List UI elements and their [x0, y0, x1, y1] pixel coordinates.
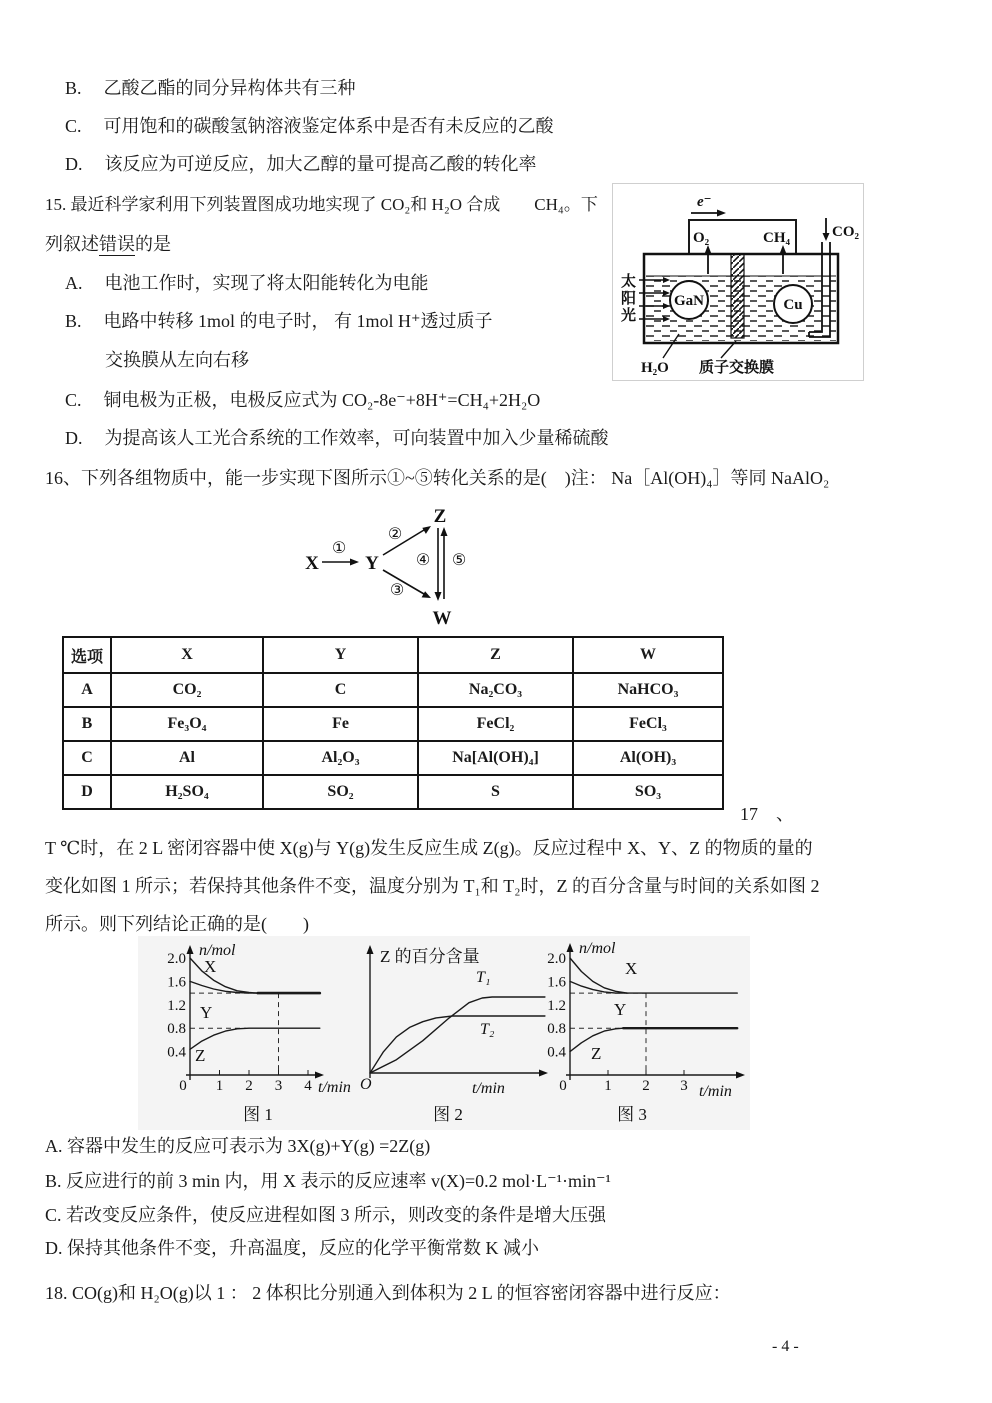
sunlight-char-1: 太 [621, 274, 637, 290]
table-cell: FeCl₃ [573, 707, 723, 741]
table-cell: Fe [263, 707, 418, 741]
q15-option-c [65, 390, 540, 412]
q17-stem-line1: T ℃时，在 2 L 密闭容器中使 X(g)与 Y(g)发生反应生成 Z(g)。反应过程中 X、Y、Z 的物质的量的 [45, 838, 813, 858]
table-cell: NaHCO₃ [573, 673, 723, 707]
option-label: D. [65, 428, 83, 448]
o2-arrowhead [705, 245, 712, 254]
q14-option-d [65, 154, 537, 176]
option-label: A. [65, 273, 83, 293]
step-5: ⑤ [451, 550, 467, 569]
table-header-row [63, 637, 723, 673]
x-tick: 3 [680, 1078, 688, 1094]
stem-text: 的是 [135, 234, 171, 254]
table-cell: Na[Al(OH)₄] [418, 741, 573, 775]
table-cell: CO₂ [111, 673, 263, 707]
y-axis-arrowhead [187, 945, 194, 954]
x-tick: 3 [274, 1078, 283, 1094]
q15-option-d [65, 428, 609, 450]
figure2-plot-area [370, 997, 545, 1073]
option-label: B. [65, 311, 82, 331]
underlined-word: 错误 [99, 234, 135, 254]
y-tick: 1.6 [167, 974, 186, 991]
figure2-chart [360, 940, 560, 1130]
figure1-chart [140, 940, 375, 1130]
table-cell: SO₂ [263, 775, 418, 809]
page-number: - 4 - [772, 1338, 799, 1355]
header-cell: W [573, 637, 723, 673]
table-row [63, 741, 723, 775]
step-2: ② [387, 524, 403, 543]
y-axis-label: n/mol [199, 942, 236, 959]
table-row [63, 707, 723, 741]
photo-electrochemical-cell-diagram [613, 184, 863, 380]
header-cell: 选项 [63, 637, 111, 673]
q18-stem: 18. CO(g)和 H₂O(g)以 1 ： 2 体积比分别通入到体积为 2 L 的恒容密闭容器中进行反应： [45, 1283, 731, 1303]
option-text: 可用饱和的碳酸氢钠溶液鉴定体系中是否有未反应的乙酸 [103, 116, 554, 136]
y-tick: 1.6 [547, 974, 566, 991]
node-w: W [432, 608, 452, 629]
q17-number: 17 、 [740, 804, 794, 824]
table-cell: Na₂CO₃ [418, 673, 573, 707]
x-ticks [608, 1070, 684, 1075]
x-axis-arrowhead [736, 1072, 745, 1079]
q15-option-a [65, 273, 429, 295]
arrowhead [435, 592, 442, 601]
node-z: Z [433, 506, 447, 527]
step-3: ③ [389, 580, 405, 599]
option-label: C. [65, 390, 82, 410]
q15-option-b-line2: 交换膜从左向右移 [105, 350, 249, 370]
header-cell: Y [263, 637, 418, 673]
y-axis-arrowhead [567, 943, 574, 952]
y-tick: 0.4 [167, 1044, 186, 1061]
table-cell: Al₂O₃ [263, 741, 418, 775]
series-label-t2: T₂ [480, 1021, 495, 1038]
table-cell: Fe₃O₄ [111, 707, 263, 741]
y-tick: 0.4 [547, 1044, 566, 1061]
co2-arrowhead [823, 233, 830, 241]
x-axis-arrowhead [315, 1072, 324, 1079]
series-label-y: Y [200, 1003, 213, 1022]
q17-option-d: D. 保持其他条件不变，升高温度，反应的化学平衡常数 K 减小 [45, 1238, 539, 1258]
table-cell: Al(OH)₃ [573, 741, 723, 775]
series-label-x: X [625, 959, 638, 978]
option-text: 电池工作时，实现了将太阳能转化为电能 [104, 273, 429, 293]
option-text: 铜电极为正极，电极反应式为 CO₂-8e⁻+8H⁺=CH₄+2H₂O [103, 390, 541, 410]
q15-stem-line1: 15. 最近科学家利用下列装置图成功地实现了 CO₂和 H₂O 合成 CH₄。下 [45, 195, 598, 214]
y-axis-label: n/mol [579, 940, 616, 957]
option-label: D. [65, 154, 83, 174]
x-axis-label: t/min [318, 1079, 351, 1096]
x-tick: 1 [215, 1078, 224, 1094]
table-cell: A [63, 673, 111, 707]
x-tick: 2 [642, 1078, 650, 1094]
arrowhead [441, 527, 448, 536]
option-text: 为提高该人工光合系统的工作效率，可向装置中加入少量稀硫酸 [104, 428, 609, 448]
arrowhead [350, 559, 359, 566]
ch4-label: CH₄ [763, 230, 790, 246]
q17-stem-line3: 所示。则下列结论正确的是( ) [45, 914, 309, 934]
figure3-chart [535, 940, 750, 1130]
table-cell: D [63, 775, 111, 809]
sunlight-char-3: 光 [621, 308, 637, 324]
step-1: ① [331, 538, 347, 557]
x-ticks [220, 1070, 309, 1075]
sunlight-char-2: 阳 [621, 291, 637, 307]
cu-electrode-label: Cu [783, 297, 803, 313]
header-cell: X [111, 637, 263, 673]
y-tick: 1.2 [547, 997, 566, 1014]
q15-stem-line2 [45, 234, 171, 256]
series-label-z: Z [591, 1044, 602, 1063]
table-cell: Al [111, 741, 263, 775]
option-text: 电路中转移 1mol 的电子时， 有 1mol H⁺透过质子 [103, 311, 493, 331]
q17-option-c: C. 若改变反应条件，使反应进程如图 3 所示，则改变的条件是增大压强 [45, 1205, 607, 1225]
y-tick: 0.8 [167, 1021, 186, 1038]
option-text: 该反应为可逆反应，加大乙醇的量可提高乙酸的转化率 [104, 154, 537, 174]
option-text: 乙酸乙酯的同分异构体共有三种 [103, 78, 356, 98]
x-tick: 2 [245, 1078, 253, 1094]
arrowhead [422, 591, 431, 598]
y-tick: 2.0 [547, 951, 566, 967]
x-axis-label: t/min [699, 1083, 732, 1100]
node-x: X [305, 553, 319, 574]
o2-label: O₂ [693, 230, 710, 246]
arrowhead [422, 526, 431, 534]
q16-conversion-diagram [295, 498, 510, 630]
series-label-z: Z [195, 1046, 206, 1065]
q17-stem-line2: 变化如图 1 所示；若保持其他条件不变，温度分别为 T₁和 T₂时，Z 的百分含量与时间的关系如图 2 [45, 876, 820, 896]
series-label-t1: T₁ [476, 969, 491, 986]
series-label-y: Y [614, 1000, 627, 1019]
table-row [63, 775, 723, 809]
q17-option-a: A. 容器中发生的反应可表示为 3X(g)+Y(g) =2Z(g) [45, 1136, 431, 1156]
figure2-caption: 图 2 [433, 1105, 463, 1124]
ch4-arrowhead [780, 245, 787, 254]
proton-exchange-membrane [731, 254, 744, 338]
header-cell: Z [418, 637, 573, 673]
q15-option-b [65, 311, 493, 333]
table-cell: H₂SO₄ [111, 775, 263, 809]
electron-label: e⁻ [697, 194, 712, 210]
membrane-label: 质子交换膜 [699, 360, 775, 376]
y-tick: 0.8 [547, 1021, 566, 1038]
stem-text: 列叙述 [45, 234, 99, 254]
co2-label: CO₂ [832, 224, 859, 240]
step-4: ④ [415, 550, 431, 569]
q16-stem: 16、下列各组物质中，能一步实现下图所示①~⑤转化关系的是( )注： Na［Al(OH)₄］等同 NaAlO₂ [45, 468, 830, 488]
node-y: Y [365, 553, 379, 574]
q14-option-b [65, 78, 356, 100]
electron-arrowhead [717, 210, 726, 217]
table-row [63, 673, 723, 707]
x-tick: 1 [604, 1078, 612, 1094]
gan-electrode-label: GaN [674, 293, 704, 309]
option-label: C. [65, 116, 82, 136]
origin-label: O [360, 1076, 372, 1093]
water-label: H₂O [641, 360, 669, 376]
y-axis-arrowhead [367, 945, 374, 954]
table-cell: C [263, 673, 418, 707]
x-tick: 0 [179, 1078, 187, 1094]
table-cell: S [418, 775, 573, 809]
table-cell: C [63, 741, 111, 775]
chart-title: Z 的百分含量 [380, 947, 480, 966]
q16-options-table [62, 636, 724, 810]
q17-option-b: B. 反应进行的前 3 min 内，用 X 表示的反应速率 v(X)=0.2 mol·L⁻¹·min⁻¹ [45, 1171, 611, 1191]
series-label-x: X [204, 957, 217, 976]
q15-device-figure [612, 183, 864, 381]
table-cell: FeCl₂ [418, 707, 573, 741]
y-tick: 1.2 [167, 997, 186, 1014]
x-axis-label: t/min [472, 1080, 505, 1097]
option-label: B. [65, 78, 82, 98]
table-cell: SO₃ [573, 775, 723, 809]
figure1-caption: 图 1 [243, 1105, 273, 1124]
x-tick: 4 [304, 1078, 312, 1094]
y-tick: 2.0 [167, 951, 186, 967]
table-cell: B [63, 707, 111, 741]
x-tick: 0 [559, 1078, 567, 1094]
figure3-caption: 图 3 [617, 1105, 647, 1124]
q14-option-c [65, 116, 554, 138]
